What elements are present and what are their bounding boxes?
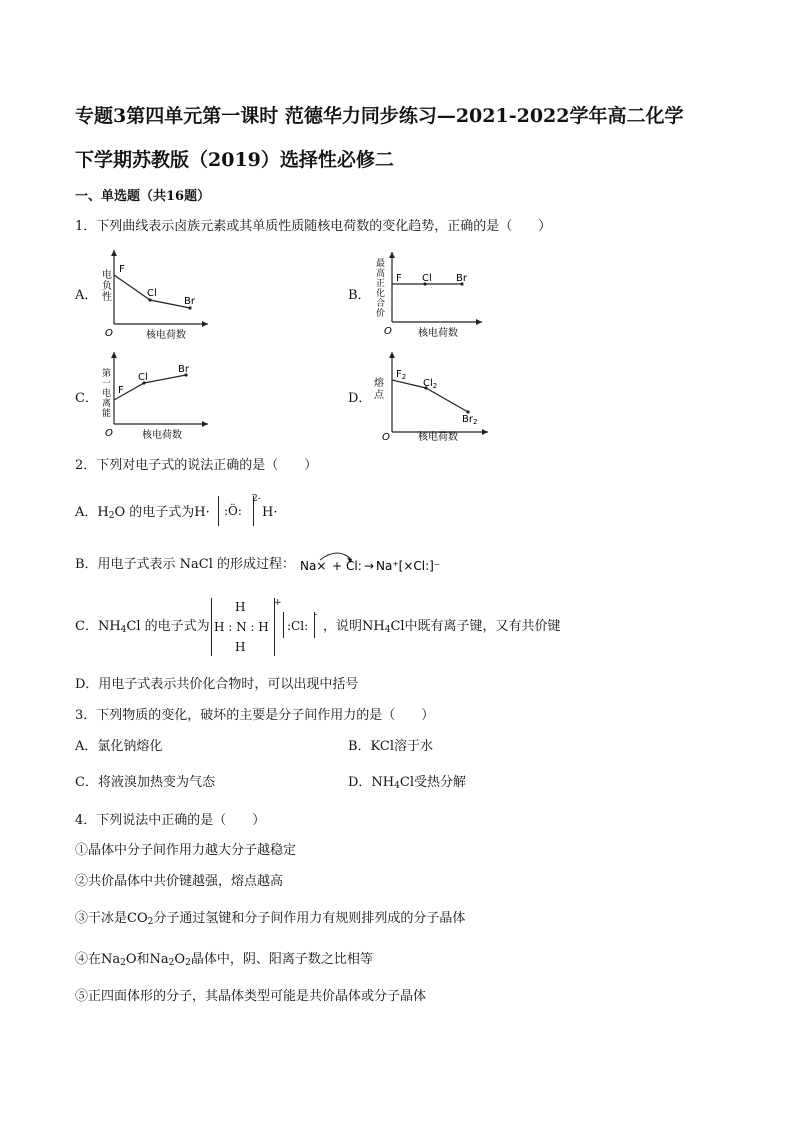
q4-statement-4: ④在$Na_2O$和$Na_2O_2$晶体中，阴、阳离子数之比相等 — [75, 952, 373, 968]
y-label-3: 性 — [102, 292, 112, 303]
x-label: 核电荷数 — [146, 330, 186, 341]
x-label: 核电荷数 — [418, 328, 458, 339]
title-line-2: 下学期苏教版（2019）选择性必修二 — [75, 149, 394, 171]
q2-c-h-bottom: H — [235, 640, 246, 654]
q3-option-b: B．KCl溶于水 — [348, 739, 434, 754]
cl-atom: Cl: — [346, 559, 362, 573]
q2-c-cl: :Cl: — [287, 619, 309, 633]
label-br: Br — [456, 273, 467, 284]
q2-c-minus: - — [314, 610, 318, 620]
q2-option-b: B．用电子式表示 NaCl 的形成过程： — [75, 557, 296, 572]
origin-label: O — [382, 432, 390, 442]
q1-graph-b — [370, 250, 490, 342]
arrow: → — [364, 559, 375, 573]
q2-a-h2: H· — [262, 505, 278, 520]
q1-option-c-label: C． — [75, 391, 98, 406]
q2-option-a: A．$H_2O$ 的电子式为H· — [75, 505, 210, 521]
q1-graph-d — [370, 350, 495, 442]
origin-label: O — [105, 328, 113, 339]
q3-stem: 3．下列物质的变化，破坏的主要是分子间作用力的是（ ） — [75, 708, 435, 723]
label-cl: Cl — [422, 273, 432, 284]
label-cl: Cl — [147, 288, 157, 299]
label-br: Br — [184, 296, 195, 307]
curve — [114, 375, 186, 400]
y-label-3: 电 — [102, 389, 112, 399]
y-label-1: 最 — [376, 259, 386, 269]
q1-stem: 1．下列曲线表示卤族元素或其单质性质随核电荷数的变化趋势，正确的是（ ） — [75, 219, 552, 234]
q2-a-charge: 2- — [252, 494, 261, 504]
section-heading: 一、单选题（共16题） — [75, 189, 211, 204]
q2-option-d: D．用电子式表示共价化合物时，可以出现中括号 — [75, 677, 359, 692]
q1-option-b-label: B． — [348, 288, 371, 303]
y-label-2: 负 — [102, 281, 112, 292]
y-label-3: 正 — [376, 279, 386, 289]
q1-graph-a — [100, 250, 220, 342]
q2-b-formation — [300, 548, 450, 578]
label-f: F — [396, 273, 402, 284]
y-label-2: 一 — [102, 379, 112, 389]
y-label-1: 第 — [102, 369, 112, 379]
label-br2: $Br_2$ — [462, 414, 478, 426]
y-label-1: 熔 — [374, 378, 384, 389]
q2-option-c: C．$NH_4Cl$ 的电子式为 — [75, 619, 210, 635]
q1-option-a-label: A． — [75, 288, 98, 303]
y-label-4: 化 — [376, 289, 386, 299]
q1-option-d-label: D． — [348, 391, 372, 406]
q4-stem: 4．下列说法中正确的是（ ） — [75, 813, 266, 828]
y-label-6: 价 — [376, 309, 386, 319]
label-br: Br — [178, 364, 189, 375]
q2-c-tail: ，说明$NH_4Cl$中既有离子键，又有共价键 — [323, 619, 561, 635]
q3-option-d: D．$NH_4Cl$受热分解 — [348, 775, 466, 791]
q4-statement-2: ②共价晶体中共价键越强，熔点越高 — [75, 874, 284, 889]
origin-label: O — [384, 326, 392, 337]
label-cl: Cl — [138, 372, 148, 383]
label-f: F — [119, 264, 125, 275]
label-cl2: $Cl_2$ — [423, 378, 438, 390]
x-label: 核电荷数 — [142, 430, 182, 441]
label-f2: $F_2$ — [396, 369, 407, 381]
q2-c-hnh: H : N : H — [214, 620, 269, 634]
plus-sign: + — [332, 559, 343, 573]
y-label-2: 点 — [374, 390, 384, 401]
product: Na⁺[×Cl:]⁻ — [376, 559, 441, 573]
document-title — [75, 94, 735, 182]
y-label-2: 高 — [376, 269, 386, 279]
q3-option-a: A．氯化钠熔化 — [75, 739, 163, 754]
x-label: 核电荷数 — [418, 432, 458, 442]
q2-stem: 2．下列对电子式的说法正确的是（ ） — [75, 458, 318, 473]
y-label-1: 电 — [102, 270, 112, 281]
origin-label: O — [105, 428, 113, 439]
q1-graph-c — [100, 350, 220, 442]
q4-statement-1: ①晶体中分子间作用力越大分子越稳定 — [75, 843, 297, 858]
y-label-5: 能 — [102, 409, 112, 419]
q4-statement-5: ⑤正四面体形的分子，其晶体类型可能是共价晶体或分子晶体 — [75, 989, 427, 1004]
title-line-1: 专题3第四单元第一课时 范德华力同步练习—2021-2022学年高二化学 — [75, 105, 684, 127]
q4-statement-3: ③干冰是$CO_2$分子通过氢键和分子间作用力有规则排列成的分子晶体 — [75, 911, 466, 927]
q2-c-plus: + — [274, 598, 282, 608]
q3-option-c: C．将液溴加热变为气态 — [75, 775, 215, 790]
y-label-5: 合 — [376, 299, 386, 309]
q2-c-h-top: H — [235, 600, 246, 614]
y-label-4: 离 — [102, 399, 112, 409]
label-f: F — [118, 385, 124, 396]
q2-a-oxygen: :Ö: — [224, 504, 242, 518]
na-atom: Na× — [300, 559, 327, 573]
